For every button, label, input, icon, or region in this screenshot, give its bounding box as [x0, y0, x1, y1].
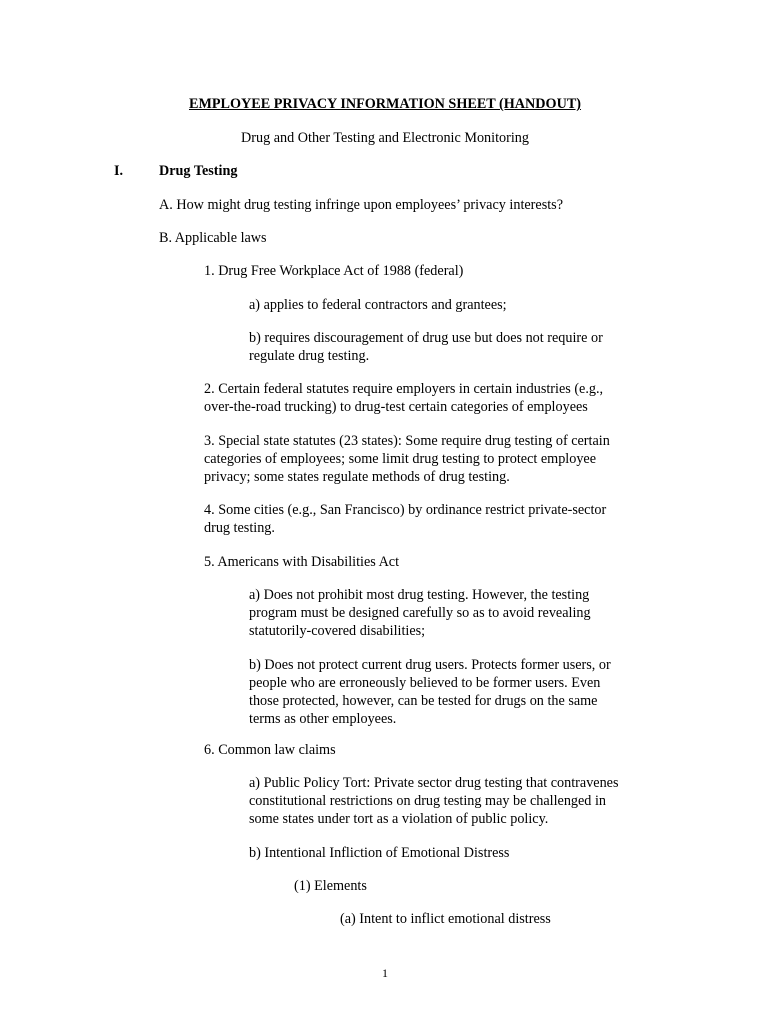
item-5: 5. Americans with Disabilities Act — [204, 554, 400, 570]
item-6b1: (1) Elements — [294, 878, 367, 894]
item-5a-line1: a) Does not prohibit most drug testing. However, the testing — [249, 587, 590, 603]
item-3-line2: categories of employees; some limit drug testing to protect employee — [204, 451, 597, 467]
item-6: 6. Common law claims — [204, 742, 336, 758]
item-5a-line3: statutorily-covered disabilities; — [249, 623, 426, 639]
item-3-line1: 3. Special state statutes (23 states): Some require drug testing of certain — [204, 433, 610, 449]
item-1a: a) applies to federal contractors and grantees; — [249, 297, 507, 313]
item-5b-line4: terms as other employees. — [249, 711, 397, 727]
item-1: 1. Drug Free Workplace Act of 1988 (federal) — [204, 263, 464, 279]
document-subtitle: Drug and Other Testing and Electronic Monitoring — [241, 130, 529, 146]
item-5b-line2: people who are erroneously believed to be former users. Even — [249, 675, 601, 691]
item-5b-line3: those protected, however, can be tested for drugs on the same — [249, 693, 598, 709]
item-4-line1: 4. Some cities (e.g., San Francisco) by ordinance restrict private-sector — [204, 502, 607, 518]
section-heading: Drug Testing — [159, 163, 238, 179]
item-6a-line3: some states under tort as a violation of public policy. — [249, 811, 549, 827]
item-1b-line2: regulate drug testing. — [249, 348, 370, 364]
item-B: B. Applicable laws — [159, 230, 267, 246]
item-5b-line1: b) Does not protect current drug users. Protects former users, or — [249, 657, 611, 673]
item-6a-line2: constitutional restrictions on drug testing may be challenged in — [249, 793, 606, 809]
section-numeral: I. — [114, 163, 124, 179]
page-number: 1 — [382, 966, 388, 980]
item-5a-line2: program must be designed carefully so as to avoid revealing — [249, 605, 591, 621]
item-1b-line1: b) requires discouragement of drug use but does not require or — [249, 330, 603, 346]
item-2-line2: over-the-road trucking) to drug-test certain categories of employees — [204, 399, 588, 415]
item-2-line1: 2. Certain federal statutes require employers in certain industries (e.g., — [204, 381, 604, 397]
item-6a-line1: a) Public Policy Tort: Private sector drug testing that contravenes — [249, 775, 619, 791]
document-title: EMPLOYEE PRIVACY INFORMATION SHEET (HANDOUT) — [188, 96, 582, 112]
item-6b: b) Intentional Infliction of Emotional Distress — [249, 845, 510, 861]
item-3-line3: privacy; some states regulate methods of drug testing. — [204, 469, 510, 485]
item-6b1a: (a) Intent to inflict emotional distress — [340, 911, 551, 927]
item-A: A. How might drug testing infringe upon employees’ privacy interests? — [159, 197, 563, 213]
item-4-line2: drug testing. — [204, 520, 275, 536]
